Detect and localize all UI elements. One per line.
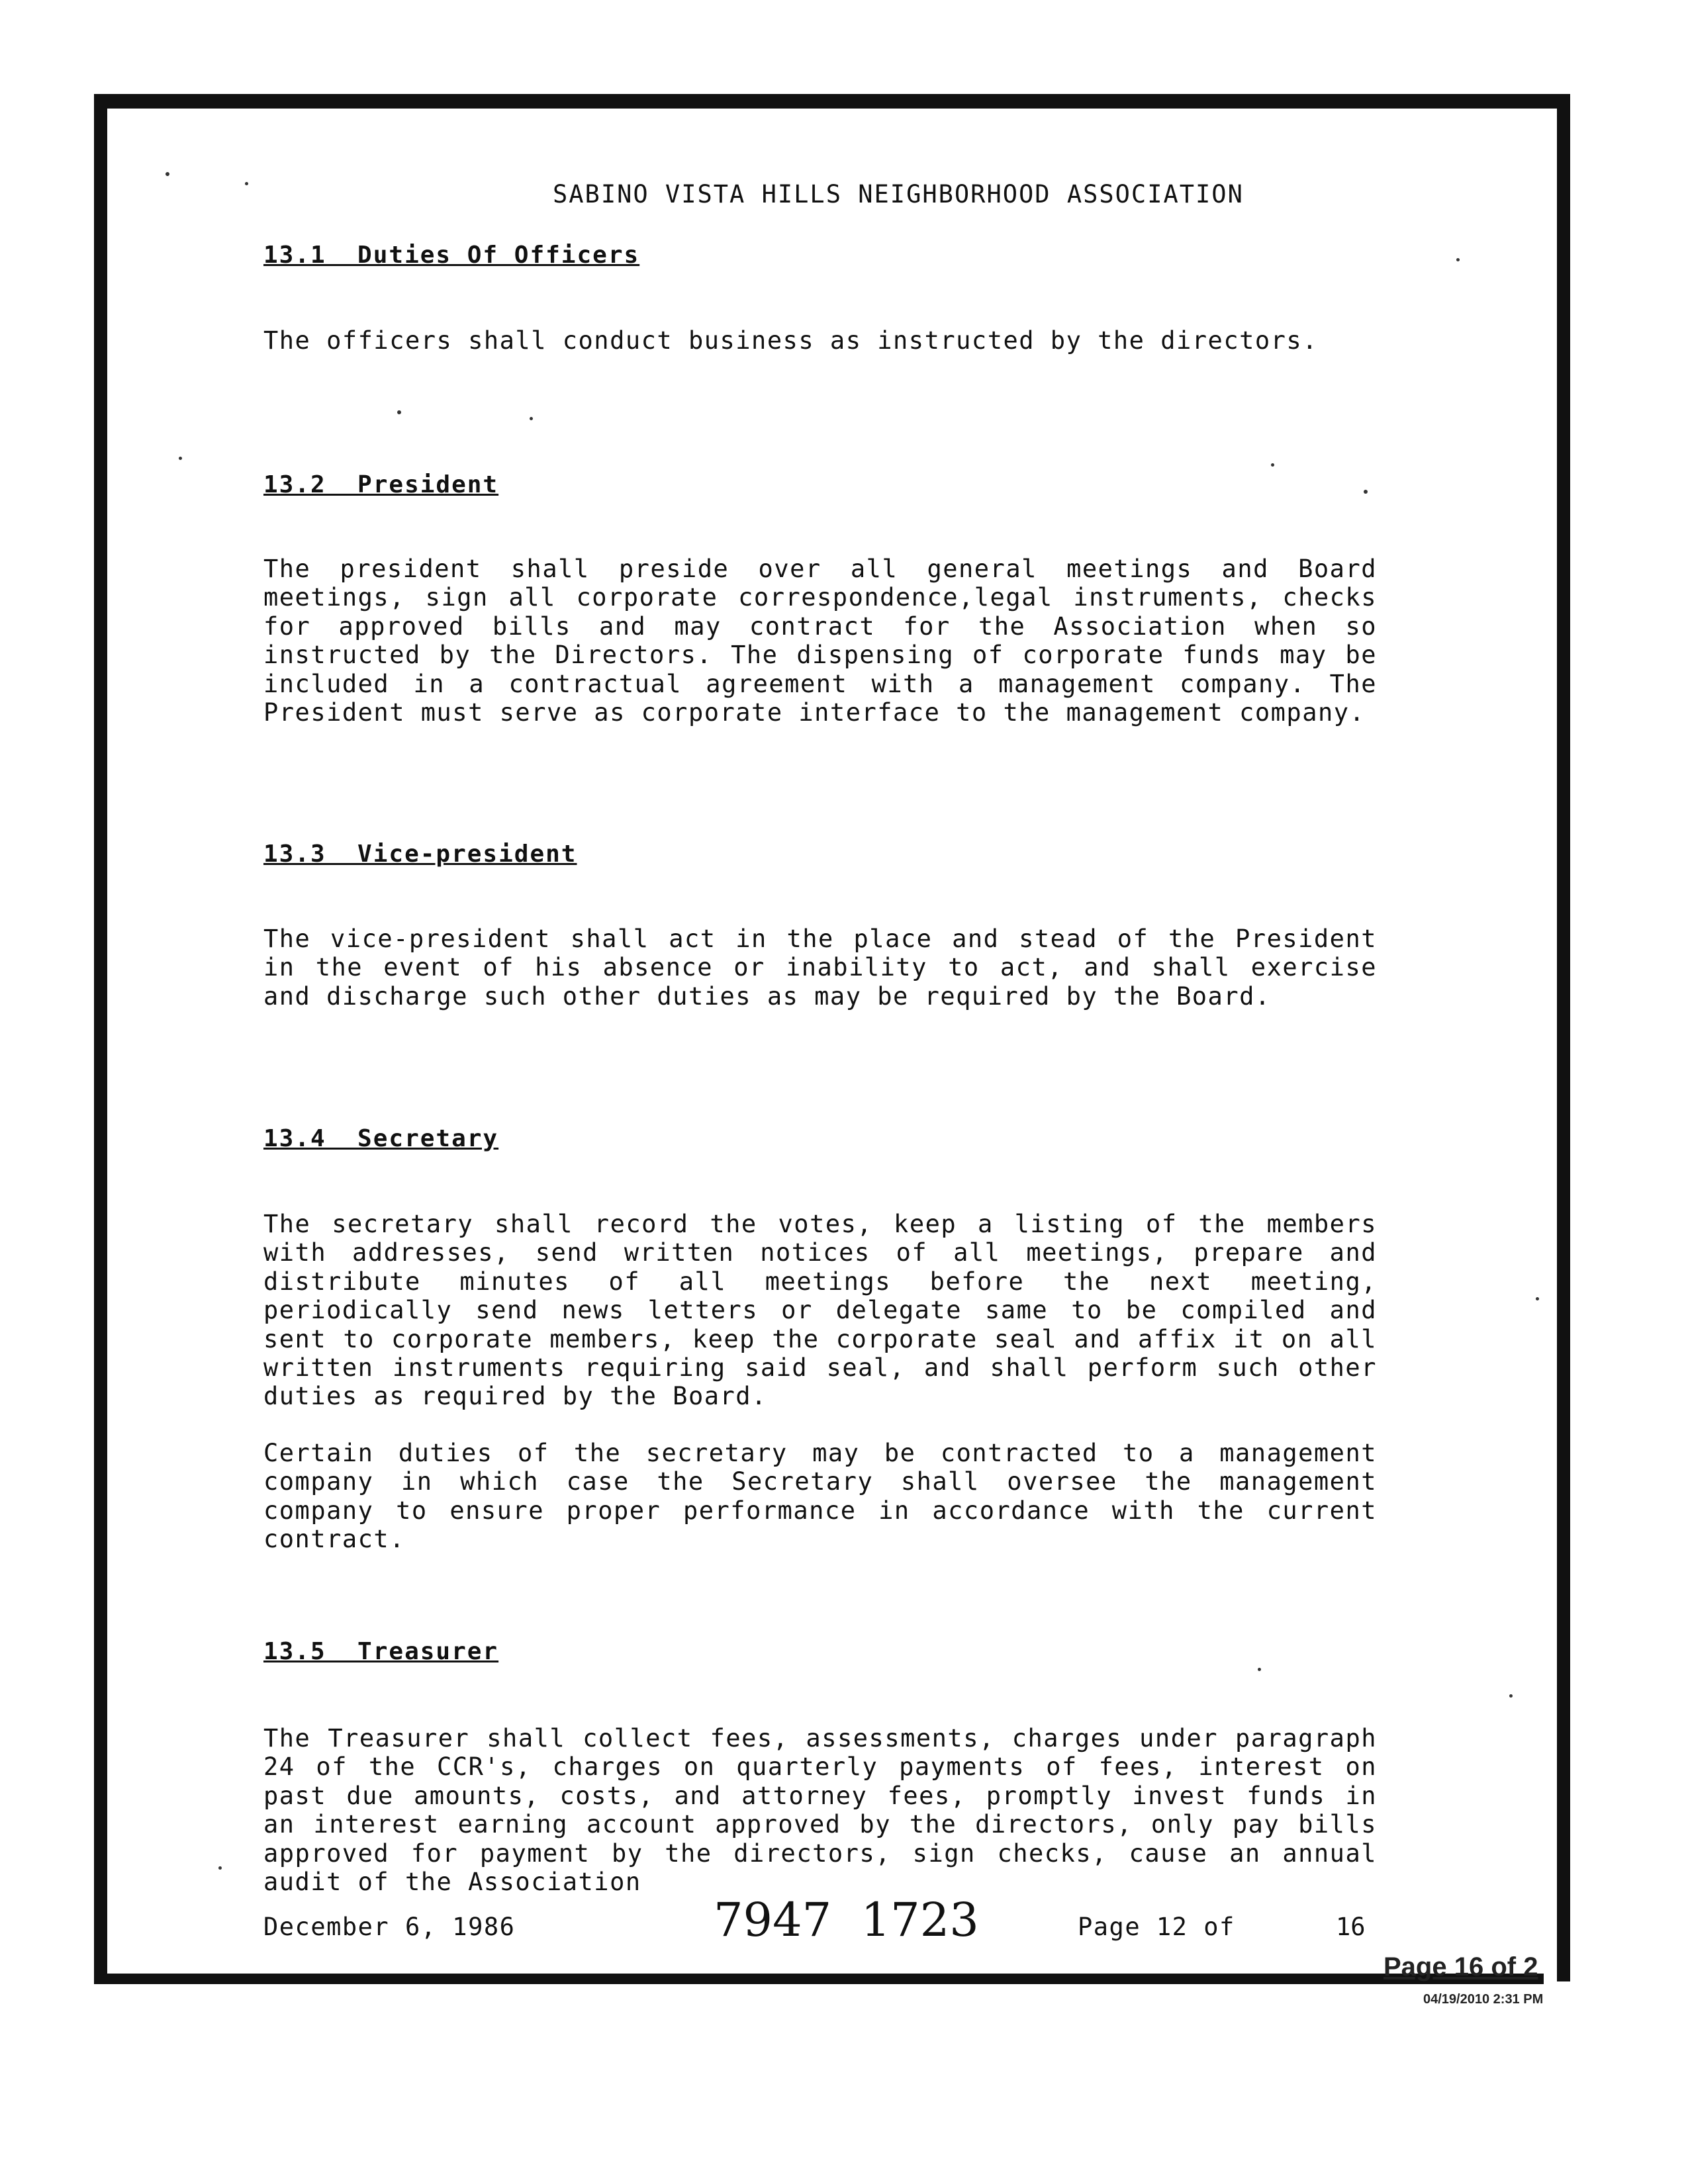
scan-speck — [397, 410, 401, 414]
section-heading-treasurer: 13.5 Treasurer — [263, 1638, 499, 1665]
scan-speck — [245, 182, 248, 185]
scan-speck — [1536, 1297, 1539, 1300]
section-paragraph-president: The president shall preside over all general meetings and Board meetings, sign all corporate correspondence,legal instruments, checks for approved bills and may contract for the Association when so instructed by the Directors. The dispensing of corporate funds may be included in a contractual agreement with a management company. The President must serve as corporate interface to the management company. — [263, 555, 1377, 727]
scan-border-left — [94, 94, 107, 1983]
document-header: SABINO VISTA HILLS NEIGHBORHOOD ASSOCIATION — [553, 180, 1244, 208]
scan-border-bottom — [94, 1974, 1544, 1984]
section-paragraph-duties-of-officers: The officers shall conduct business as instructed by the directors. — [263, 326, 1318, 355]
scan-speck — [1509, 1694, 1513, 1698]
scan-speck — [1258, 1668, 1261, 1671]
section-paragraph-treasurer: The Treasurer shall collect fees, assessments, charges under paragraph 24 of the CCR's, charges on quarterly payments of fees, interest on past due amounts, costs, and attorney fees, promptly invest funds in an interest earning account approved by the directors, only pay bills approved for payment by the directors, sign checks, cause an annual audit of the Association — [263, 1724, 1377, 1897]
section-paragraph-secretary-1: The secretary shall record the votes, keep a listing of the members with addresses, send written notices of all meetings, prepare and distribute minutes of all meetings before the next meeting, periodically send news letters or delegate same to be compiled and sent to corporate members, keep the corporate seal and affix it on all written instruments requiring said seal, and shall perform such other duties as required by the Board. — [263, 1210, 1377, 1411]
section-heading-president: 13.2 President — [263, 471, 499, 498]
page-total: 16 — [1336, 1913, 1366, 1941]
scan-speck — [530, 417, 533, 420]
scan-speck — [1456, 258, 1460, 261]
scan-speck — [218, 1866, 222, 1870]
scan-page-stamp: Page 16 of 2 — [1383, 1952, 1538, 1981]
scan-border-top — [94, 94, 1569, 109]
scan-speck — [179, 457, 182, 460]
scan-speck — [165, 172, 169, 176]
footer-date: December 6, 1986 — [263, 1913, 516, 1941]
scan-timestamp: 04/19/2010 2:31 PM — [1423, 1992, 1544, 2007]
section-paragraph-secretary-2: Certain duties of the secretary may be contracted to a management company in which case the Secretary shall oversee the management company to ensure proper performance in accordance with the current contract. — [263, 1439, 1377, 1554]
scan-border-right — [1557, 94, 1570, 1981]
section-heading-duties-of-officers: 13.1 Duties Of Officers — [263, 242, 640, 269]
page-number-label: Page 12 of — [1078, 1913, 1235, 1941]
scan-speck — [1271, 463, 1274, 467]
scan-speck — [1364, 490, 1368, 494]
section-heading-vice-president: 13.3 Vice-president — [263, 841, 577, 868]
section-heading-secretary: 13.4 Secretary — [263, 1125, 499, 1152]
recording-book-page: 7947 1723 — [714, 1893, 979, 1947]
section-paragraph-vice-president: The vice-president shall act in the place and stead of the President in the event of his absence or inability to act, and shall exercise and discharge such other duties as may be required by the Board. — [263, 925, 1377, 1011]
